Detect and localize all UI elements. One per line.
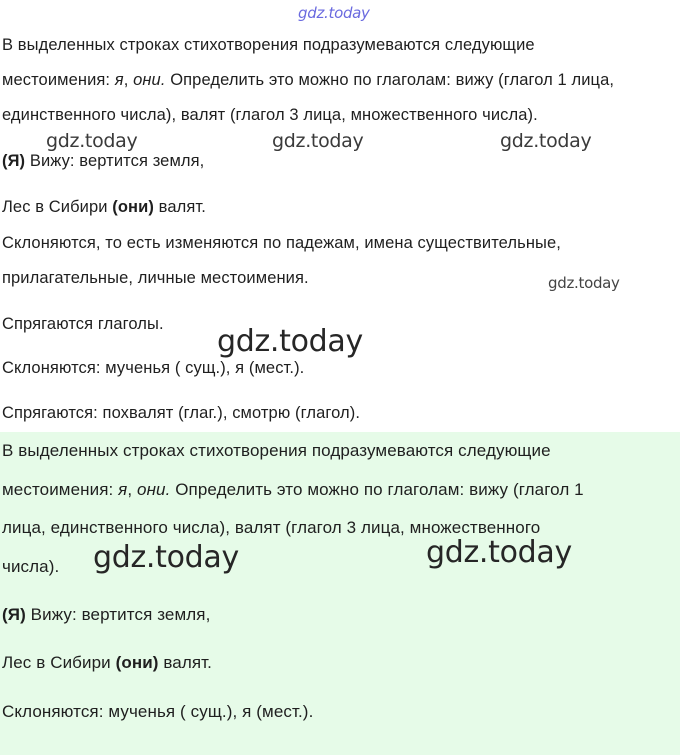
watermark-large-3: gdz.today [426, 535, 572, 570]
s1-line-8: Спрягаются глаголы. [2, 315, 164, 333]
watermark-right: gdz.today [500, 130, 592, 152]
watermark-left: gdz.today [46, 130, 138, 152]
s1-line-3: единственного числа), валят (глагол 3 лица, множественного числа). [2, 106, 538, 124]
watermark-center: gdz.today [272, 130, 364, 152]
s1-line-10: Спрягаются: похвалят (глаг.), смотрю (глагол). [2, 404, 361, 422]
s1-line-7: прилагательные, личные местоимения. [2, 269, 309, 287]
s2-line-1: В выделенных строках стихотворения подразумеваются следующие [2, 441, 551, 460]
s2-line-6: Лес в Сибири (они) валят. [2, 653, 212, 672]
s2-line-5: (Я) Вижу: вертится земля, [2, 605, 211, 624]
s1-line-5: Лес в Сибири (они) валят. [2, 198, 206, 216]
watermark-large-2: gdz.today [93, 540, 239, 575]
watermark-top: gdz.today [298, 4, 370, 22]
watermark-small: gdz.today [548, 274, 620, 292]
s1-line-6: Склоняются, то есть изменяются по падежам, имена существительные, [2, 234, 561, 252]
s1-line-4: (Я) Вижу: вертится земля, [2, 152, 205, 170]
s2-line-3: лица, единственного числа), валят (глагол 3 лица, множественного [2, 518, 541, 537]
s1-line-2: местоимения: я, они. Определить это можно по глаголам: вижу (глагол 1 лица, [2, 71, 615, 89]
watermark-large-1: gdz.today [217, 324, 363, 359]
s2-line-7: Склоняются: мученья ( сущ.), я (мест.). [2, 702, 314, 721]
s1-line-1: В выделенных строках стихотворения подразумеваются следующие [2, 36, 535, 54]
s1-line-9: Склоняются: мученья ( сущ.), я (мест.). [2, 359, 305, 377]
s2-line-2: местоимения: я, они. Определить это можно по глаголам: вижу (глагол 1 [2, 480, 584, 499]
s2-line-4: числа). [2, 557, 60, 576]
